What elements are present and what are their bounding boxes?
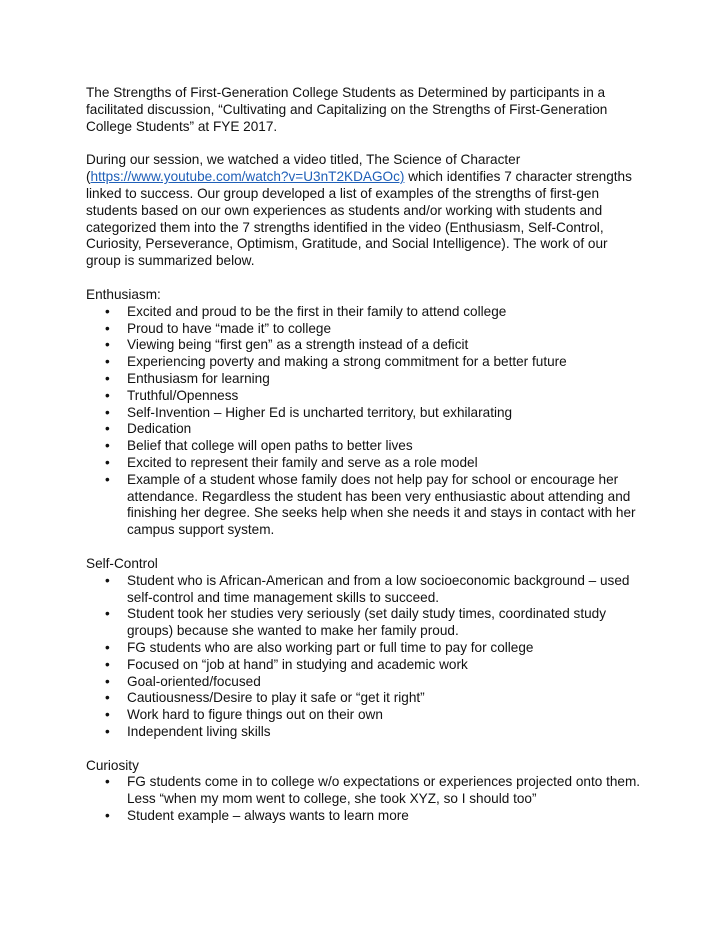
list-item [86,690,646,707]
list-item [86,438,646,455]
list-item-text: Self-Invention – Higher Ed is uncharted territory, but exhilarating [127,404,513,420]
bullet-icon: • [105,337,110,353]
bullet-icon: • [105,471,110,487]
paragraph-spacer [86,741,646,758]
document-page [86,85,646,825]
paragraph-spacer [86,539,646,556]
section-self-control [86,556,646,741]
list-item [86,421,646,438]
list-item-text: Enthusiasm for learning [127,370,270,386]
session-text-before-link: During our session, we watched a video titled, The Science of Character ( [86,152,521,185]
bullet-icon: • [105,808,110,824]
bullet-icon: • [105,606,110,622]
bullet-icon: • [105,572,110,588]
section-curiosity [86,758,646,825]
list-item [86,388,646,405]
bullet-icon: • [105,454,110,470]
list-item [86,707,646,724]
bullet-icon: • [105,774,110,790]
paragraph-spacer [86,270,646,287]
list-item [86,371,646,388]
list-item-text: Independent living skills [127,723,271,739]
list-item [86,337,646,354]
list-item-text: Student took her studies very seriously (set daily study times, coordinated study groups) because she wanted to make her family proud. [127,606,607,639]
list-item-text: Student who is African-American and from a low socioeconomic background – used self-control and time management skills to succeed. [127,572,630,605]
list-item-text: Dedication [127,421,192,437]
list-item-text: Viewing being “first gen” as a strength instead of a deficit [127,337,469,353]
list-item-text: Cautiousness/Desire to play it safe or “get it right” [127,690,425,706]
list-item [86,405,646,422]
list-item [86,304,646,321]
bullet-icon: • [105,354,110,370]
bullet-list [86,304,646,539]
list-item-text: Excited and proud to be the first in their family to attend college [127,303,507,319]
session-paragraph [86,152,646,270]
bullet-icon: • [105,438,110,454]
bullet-icon: • [105,707,110,723]
section-enthusiasm [86,287,646,539]
list-item [86,657,646,674]
bullet-icon: • [105,639,110,655]
list-item-text: Work hard to figure things out on their own [127,707,383,723]
list-item-text: Example of a student whose family does not help pay for school or encourage her attendance. Regardless the student has been very enthusiastic about attending and finishing her degree. She seeks help when she needs it and stays in contact with her campus support system. [127,471,636,538]
list-item-text: Proud to have “made it” to college [127,320,332,336]
list-item-text: Truthful/Openness [127,387,239,403]
list-item [86,606,646,640]
session-text-after-link: which identifies 7 character strengths linked to success. Our group developed a list of examples of the strengths of first-gen students based on our own experiences as students and/or working with students and categorized them into the 7 strengths identified in the video (Enthusiasm, Self-Control, Curiosity, Perseverance, Optimism, Gratitude, and Social Intelligence). The work of our group is summarized below. [86,169,632,269]
list-item-text: Belief that college will open paths to better lives [127,438,413,454]
list-item [86,321,646,338]
list-item [86,354,646,371]
bullet-list [86,573,646,741]
list-item [86,724,646,741]
list-item [86,774,646,808]
video-link[interactable]: https://www.youtube.com/watch?v=U3nT2KDAGOc) [90,169,405,185]
bullet-icon: • [105,387,110,403]
bullet-icon: • [105,370,110,386]
bullet-icon: • [105,303,110,319]
section-heading: Curiosity [86,757,139,773]
bullet-icon: • [105,656,110,672]
section-heading: Self-Control [86,555,158,571]
list-item-text: FG students who are also working part or full time to pay for college [127,639,534,655]
list-item [86,808,646,825]
list-item-text: Experiencing poverty and making a strong commitment for a better future [127,354,567,370]
list-item-text: Focused on “job at hand” in studying and academic work [127,656,468,672]
list-item [86,573,646,607]
section-heading: Enthusiasm: [86,286,161,302]
list-item [86,674,646,691]
list-item-text: Student example – always wants to learn more [127,808,409,824]
bullet-icon: • [105,690,110,706]
list-item-text: Excited to represent their family and serve as a role model [127,454,478,470]
bullet-icon: • [105,723,110,739]
bullet-icon: • [105,320,110,336]
list-item-text: Goal-oriented/focused [127,673,261,689]
bullet-icon: • [105,673,110,689]
bullet-icon: • [105,404,110,420]
bullet-icon: • [105,421,110,437]
intro-paragraph: The Strengths of First-Generation College Students as Determined by participants in a facilitated discussion, “Cultivating and Capitalizing on the Strengths of First-Generation College Students” at FYE 2017. [86,85,608,134]
list-item [86,640,646,657]
list-item [86,472,646,539]
list-item [86,455,646,472]
paragraph-spacer [86,135,646,152]
bullet-list [86,774,646,824]
list-item-text: FG students come in to college w/o expectations or experiences projected onto them. Less “when my mom went to college, she took XYZ, so I should too” [127,774,641,807]
